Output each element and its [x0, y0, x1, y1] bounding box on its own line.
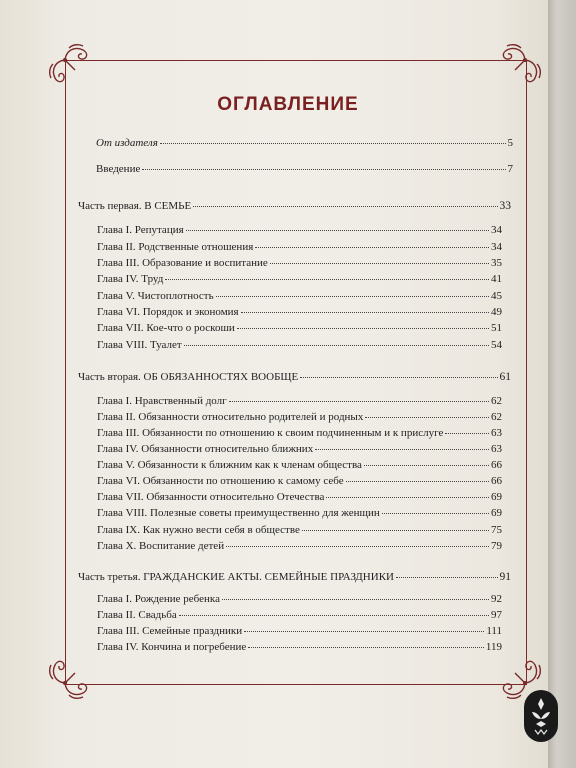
toc-entry: [97, 475, 502, 488]
toc-entry: [97, 625, 502, 638]
toc-entry: [97, 609, 502, 622]
dot-leader: [248, 647, 484, 648]
toc-page-number: 61: [499, 371, 511, 383]
toc-page-number: 34: [491, 224, 502, 236]
toc-page-number: 63: [491, 427, 502, 439]
dot-leader: [160, 143, 506, 144]
watermark-logo-icon: [524, 690, 558, 742]
toc-page-number: 33: [499, 200, 511, 212]
toc-page-number: 66: [491, 459, 502, 471]
toc-entry-label: Глава X. Воспитание детей: [97, 540, 225, 552]
toc-page-number: 92: [491, 593, 502, 605]
toc-page-number: 63: [491, 443, 502, 455]
toc-entry: [96, 163, 513, 176]
toc-entry-label: Глава VII. Кое-что о роскоши: [97, 322, 235, 334]
dot-leader: [315, 449, 489, 450]
dot-leader: [364, 465, 489, 466]
toc-entry: [97, 241, 502, 254]
toc-page-number: 41: [491, 273, 502, 285]
toc-entry-label: Глава III. Семейные праздники: [97, 625, 243, 637]
toc-entry: [97, 427, 502, 440]
dot-leader: [396, 577, 498, 578]
toc-entry-label: Глава II. Обязанности относительно родителей и родных: [97, 411, 364, 423]
toc-entry-label: Глава II. Родственные отношения: [97, 241, 254, 253]
toc-page-number: 75: [491, 524, 502, 536]
toc-entry: [96, 137, 513, 150]
toc-page-number: 111: [486, 625, 502, 637]
toc-entry-label: Глава II. Свадьба: [97, 609, 177, 621]
toc-page-number: 62: [491, 395, 502, 407]
dot-leader: [186, 230, 489, 231]
toc-entry: [97, 507, 502, 520]
toc-page-number: 69: [491, 491, 502, 503]
toc-entry: [97, 322, 502, 335]
toc-entry: [97, 459, 502, 472]
dot-leader: [255, 247, 489, 248]
toc-page-number: 62: [491, 411, 502, 423]
toc-entry-label: Глава IV. Кончина и погребение: [97, 641, 247, 653]
toc-entry-label: Глава VI. Порядок и экономия: [97, 306, 239, 318]
toc-page-number: 119: [485, 641, 502, 653]
toc-entry: [97, 257, 502, 270]
toc-page-number: 35: [491, 257, 502, 269]
dot-leader: [244, 631, 484, 632]
dot-leader: [346, 481, 489, 482]
dot-leader: [270, 263, 489, 264]
toc-entry-label: Часть первая. В СЕМЬЕ: [78, 200, 192, 212]
toc-entry-label: Глава VIII. Полезные советы преимущественно для женщин: [97, 507, 380, 519]
toc-entry: [97, 540, 502, 553]
toc-part-entry: [78, 571, 511, 584]
dot-leader: [193, 206, 497, 207]
toc-entry-label: Глава I. Нравственный долг: [97, 395, 227, 407]
toc-entry-label: Часть третья. ГРАЖДАНСКИЕ АКТЫ. СЕМЕЙНЫЕ ПРАЗДНИКИ: [78, 571, 394, 583]
toc-page-number: 5: [507, 137, 513, 149]
toc-entry-label: Глава VI. Обязанности по отношению к самому себе: [97, 475, 344, 487]
toc-entry-label: Глава VII. Обязанности относительно Отечества: [97, 491, 325, 503]
toc-entry-label: Глава IV. Обязанности относительно ближних: [97, 443, 314, 455]
toc-page-number: 7: [507, 163, 513, 175]
toc-entry: [97, 443, 502, 456]
toc-entry-label: Глава V. Обязанности к ближним как к членам общества: [97, 459, 362, 471]
dot-leader: [229, 401, 489, 402]
dot-leader: [222, 599, 489, 600]
toc-entry: [97, 290, 502, 303]
dot-leader: [241, 312, 489, 313]
dot-leader: [165, 279, 489, 280]
toc-page-number: 97: [491, 609, 502, 621]
toc-entry-label: Глава IX. Как нужно вести себя в обществе: [97, 524, 300, 536]
toc-page-number: 51: [491, 322, 502, 334]
toc-entry-label: От издателя: [96, 137, 158, 149]
toc-entry: [97, 411, 502, 424]
dot-leader: [184, 345, 489, 346]
dot-leader: [445, 433, 489, 434]
toc-part-entry: [78, 200, 511, 213]
toc-entry-label: Глава III. Обязанности по отношению к своим подчиненным и к прислуге: [97, 427, 444, 439]
toc-page-number: 34: [491, 241, 502, 253]
toc-entry: [97, 395, 502, 408]
toc-entry: [97, 491, 502, 504]
dot-leader: [300, 377, 497, 378]
toc-entry-label: Введение: [96, 163, 141, 175]
toc-page-number: 66: [491, 475, 502, 487]
toc-entry: [97, 641, 502, 654]
toc-entry-label: Глава VIII. Туалет: [97, 339, 182, 351]
toc-entry-label: Глава I. Рождение ребенка: [97, 593, 220, 605]
toc-page-number: 69: [491, 507, 502, 519]
toc-entry: [97, 339, 502, 352]
dot-leader: [226, 546, 489, 547]
toc-entry: [97, 273, 502, 286]
dot-leader: [382, 513, 489, 514]
toc-part-entry: [78, 371, 511, 384]
toc-entry-label: Часть вторая. ОБ ОБЯЗАННОСТЯХ ВООБЩЕ: [78, 371, 299, 383]
toc-entry-label: Глава IV. Труд: [97, 273, 164, 285]
toc-page-number: 49: [491, 306, 502, 318]
toc-entry-label: Глава I. Репутация: [97, 224, 184, 236]
dot-leader: [216, 296, 489, 297]
dot-leader: [326, 497, 489, 498]
toc-page-number: 54: [491, 339, 502, 351]
dot-leader: [142, 169, 505, 170]
toc-entry-label: Глава V. Чистоплотность: [97, 290, 214, 302]
toc-entry-label: Глава III. Образование и воспитание: [97, 257, 268, 269]
toc-page-number: 45: [491, 290, 502, 302]
dot-leader: [302, 530, 489, 531]
toc-entry: [97, 593, 502, 606]
toc-entry: [97, 224, 502, 237]
page-title: ОГЛАВЛЕНИЕ: [217, 94, 359, 115]
toc-page-number: 79: [491, 540, 502, 552]
dot-leader: [237, 328, 489, 329]
toc-page-number: 91: [499, 571, 511, 583]
toc-entry: [97, 306, 502, 319]
dot-leader: [365, 417, 489, 418]
toc-entry: [97, 524, 502, 537]
dot-leader: [179, 615, 489, 616]
